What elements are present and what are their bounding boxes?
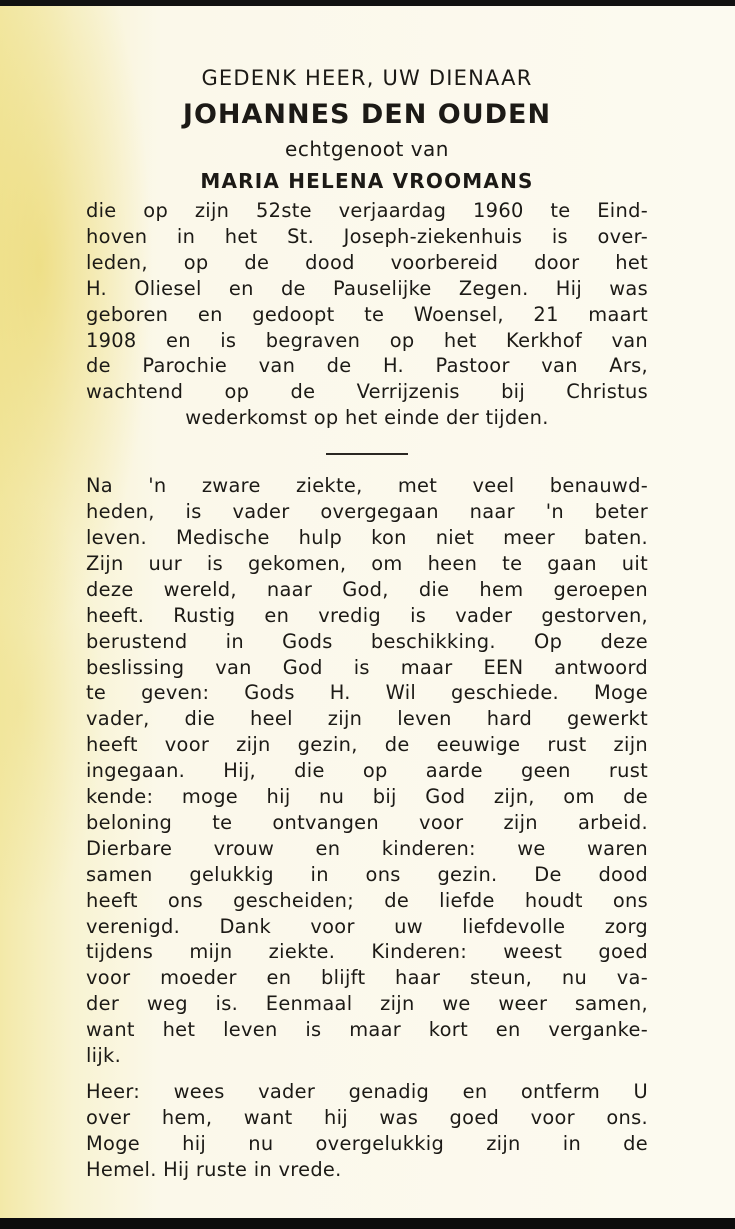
body-line: voor moeder en blijft haar steun, nu va-	[86, 966, 648, 990]
body-line: leven. Medische hulp kon niet meer baten.	[86, 525, 648, 549]
bio-line: die op zijn 52ste verjaardag 1960 te Eind-	[86, 199, 648, 222]
body-paragraph	[86, 473, 648, 1069]
bio-line: wachtend op de Verrijzenis bij Christus	[86, 380, 648, 404]
bio-line: hoven in het St. Joseph-ziekenhuis is over-	[86, 224, 648, 248]
body-line: ingegaan. Hij, die op aarde geen rust	[86, 759, 648, 783]
scan-edge	[0, 1218, 735, 1229]
body-line: heeft ons gescheiden; de liefde houdt ons	[86, 888, 648, 912]
spouse-name: MARIA HELENA VROOMANS	[200, 169, 534, 193]
body-line: Na 'n zware ziekte, met veel benauwd-	[86, 474, 648, 498]
body-line: lijk.	[86, 1044, 122, 1068]
prayer-line: Moge hij nu overgelukkig zijn in de	[86, 1131, 648, 1155]
body-line: deze wereld, naar God, die hem geroepen	[86, 577, 648, 601]
body-line: kende: moge hij nu bij God zijn, om de	[86, 785, 648, 809]
bio-line: leden, op de dood voorbereid door het	[86, 250, 648, 274]
memorial-card	[0, 6, 735, 1218]
paragraph-gap	[86, 1069, 648, 1079]
body-line: beloning te ontvangen voor zijn arbeid.	[86, 810, 648, 834]
body-line: Dierbare vrouw en kinderen: we waren	[86, 836, 648, 860]
body-line: heden, is vader overgegaan naar 'n beter	[86, 500, 648, 524]
divider-rule	[326, 453, 408, 455]
bio-line: wederkomst op het einde der tijden.	[185, 406, 549, 430]
body-line: samen gelukkig in ons gezin. De dood	[86, 862, 648, 886]
bio-line: geboren en gedoopt te Woensel, 21 maart	[86, 302, 648, 326]
bio-line: H. Oliesel en de Pauselijke Zegen. Hij was	[86, 276, 648, 300]
prayer-line: Heer: wees vader genadig en ontferm U	[86, 1080, 648, 1103]
prayer-line: Hemel. Hij ruste in vrede.	[86, 1157, 342, 1181]
body-line: verenigd. Dank voor uw liefdevolle zorg	[86, 914, 648, 938]
body-line: heeft. Rustig en vredig is vader gestorven,	[86, 603, 648, 627]
body-line: der weg is. Eenmaal zijn we weer samen,	[86, 992, 648, 1016]
body-line: berustend in Gods beschikking. Op deze	[86, 629, 648, 653]
spouse-prefix: echtgenoot van	[285, 137, 449, 161]
body-line: want het leven is maar kort en verganke-	[86, 1018, 648, 1042]
body-line: Zijn uur is gekomen, om heen te gaan uit	[86, 551, 648, 575]
body-line: te geven: Gods H. Wil geschiede. Moge	[86, 681, 648, 705]
body-line: vader, die heel zijn leven hard gewerkt	[86, 707, 648, 731]
bio-line: de Parochie van de H. Pastoor van Ars,	[86, 354, 648, 378]
prayer-paragraph	[86, 1079, 648, 1183]
bio-paragraph	[86, 198, 648, 431]
prayer-line: over hem, want hij was goed voor ons.	[86, 1105, 648, 1129]
bio-line: 1908 en is begraven op het Kerkhof van	[86, 328, 648, 352]
body-line: beslissing van God is maar EEN antwoord	[86, 655, 648, 679]
deceased-name: JOHANNES DEN OUDEN	[182, 99, 552, 130]
body-line: heeft voor zijn gezin, de eeuwige rust zijn	[86, 733, 648, 757]
card-content	[86, 60, 648, 1183]
header-line: GEDENK HEER, UW DIENAAR	[201, 66, 533, 90]
body-line: tijdens mijn ziekte. Kinderen: weest goed	[86, 940, 648, 964]
